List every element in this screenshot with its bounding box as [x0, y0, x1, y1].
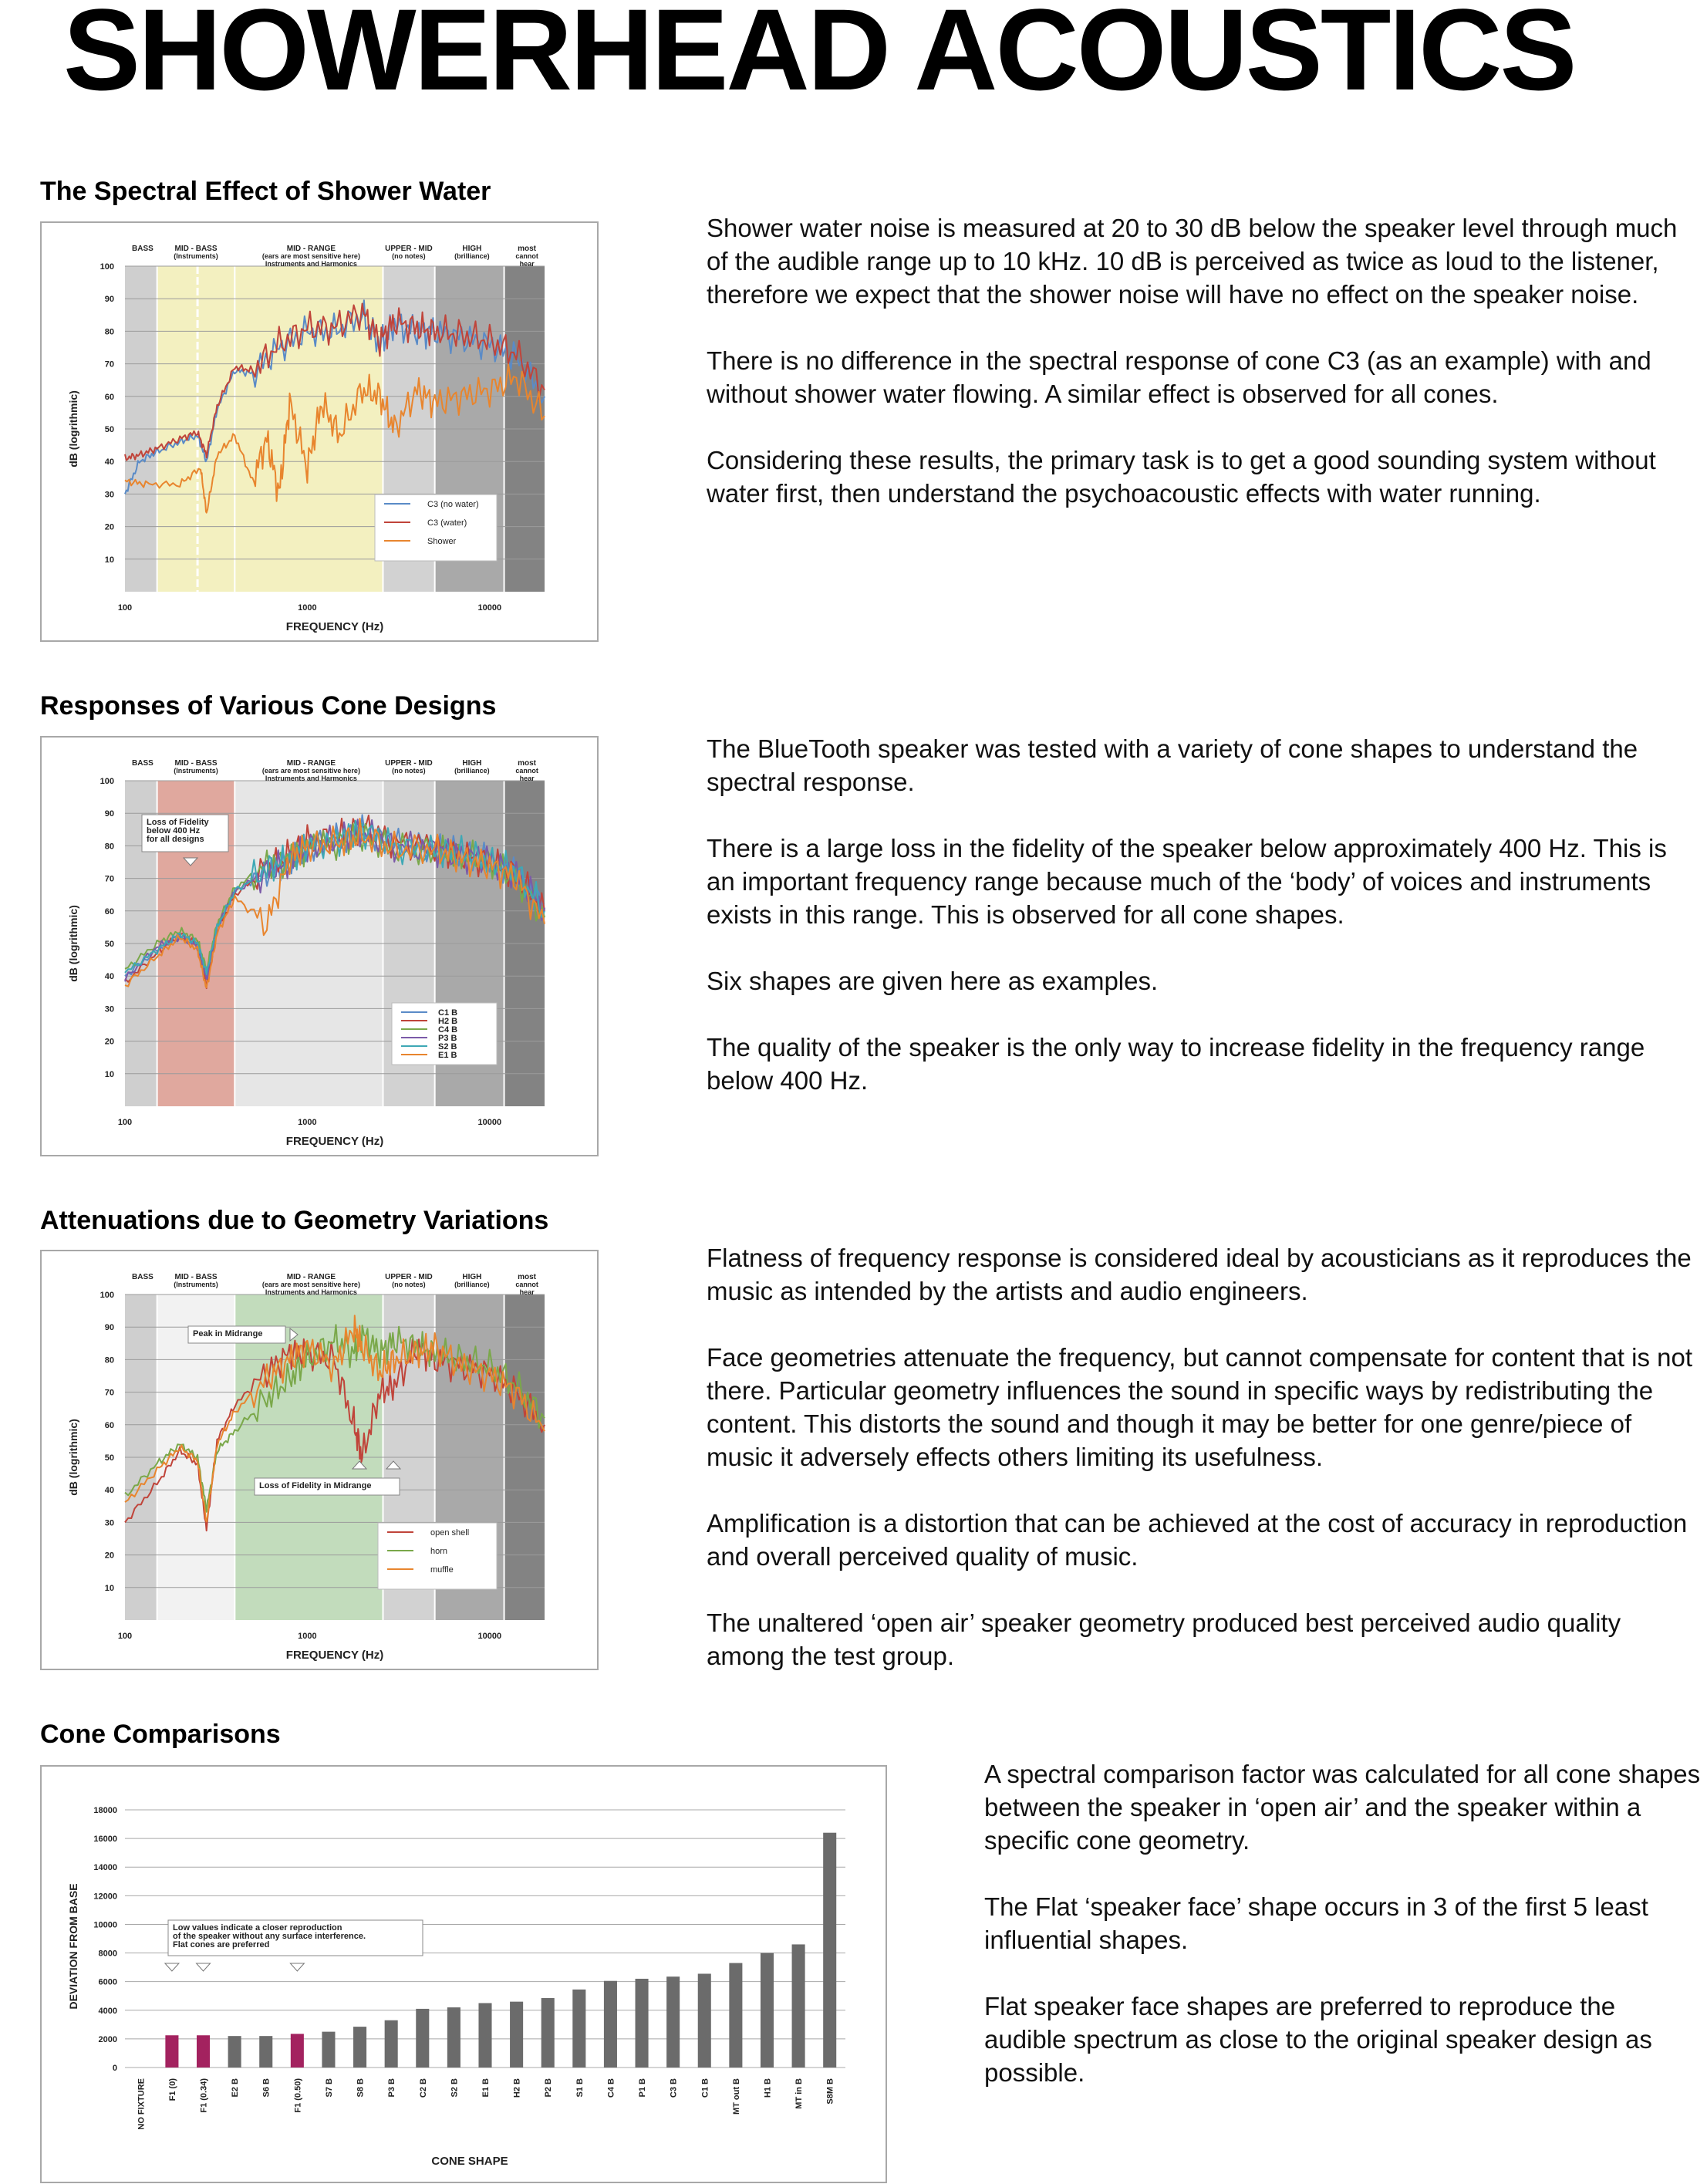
legend-entry: P3 B	[438, 1034, 457, 1043]
band-label: MID - RANGE	[286, 759, 336, 768]
y-tick-label: 100	[100, 262, 114, 272]
legend-entry: open shell	[430, 1528, 470, 1538]
x-tick-label: P1 B	[638, 2078, 648, 2098]
description-geometry	[707, 1241, 1702, 1673]
y-tick-label: 100	[100, 777, 114, 786]
x-tick-label: E1 B	[481, 2078, 491, 2098]
band-sublabel: hear	[519, 1288, 535, 1296]
legend-entry: E1 B	[438, 1051, 457, 1060]
y-tick-label: 60	[104, 1420, 114, 1430]
legend-entry: H2 B	[438, 1017, 458, 1026]
x-tick-label: 1000	[298, 603, 317, 613]
y-axis-label: dB (logrithmic)	[67, 1419, 79, 1496]
y-tick-label: 20	[104, 1551, 114, 1561]
line-chart-geometry	[42, 1251, 597, 1669]
bar-chart-cone-comparisons	[42, 1767, 886, 2182]
bar	[322, 2032, 335, 2068]
band-label: BASS	[132, 1273, 153, 1281]
x-tick-label: 1000	[298, 1632, 317, 1641]
x-axis-label: FREQUENCY (Hz)	[285, 1649, 384, 1662]
band-label: MID - RANGE	[286, 1273, 336, 1281]
x-tick-label: 100	[117, 1632, 133, 1641]
paragraph: Considering these results, the primary task is to get a good sounding system without water first, then understand the psychoacoustic effects with water running.	[707, 446, 1656, 508]
callout-marker	[290, 1963, 304, 1971]
bar	[510, 2002, 523, 2068]
bar	[729, 1963, 742, 2068]
y-tick-label: 40	[104, 972, 114, 982]
x-tick-label: MT out B	[731, 2078, 741, 2115]
x-tick-label: 10000	[477, 1632, 502, 1641]
bar	[823, 1833, 836, 2068]
bar	[636, 1979, 649, 2068]
description-cone-designs	[707, 732, 1702, 1097]
y-tick-label: 70	[104, 874, 114, 884]
legend-entry: S2 B	[438, 1042, 457, 1051]
band-sublabel: cannot	[515, 1281, 538, 1288]
y-tick-label: 60	[104, 392, 114, 402]
section-title-cone-designs: Responses of Various Cone Designs	[40, 691, 497, 721]
band-label: MID - BASS	[174, 759, 218, 768]
band-label: most	[518, 759, 537, 768]
paragraph: Shower water noise is measured at 20 to 30 dB below the speaker level through much of the audible range up to 10 kHz. 10 dB is perceived as twice as loud to the listener, therefore we expect that the shower noise will have no effect on the speaker noise.	[707, 214, 1678, 309]
y-tick-label: 40	[104, 1486, 114, 1496]
x-tick-label: 10000	[477, 603, 502, 613]
bar	[666, 1976, 680, 2068]
y-tick-label: 8000	[98, 1949, 117, 1959]
band-sublabel: (brilliance)	[454, 252, 490, 260]
y-tick-label: 90	[104, 809, 114, 819]
band-sublabel: (ears are most sensitive here)	[261, 767, 360, 775]
band-label: UPPER - MID	[385, 759, 433, 768]
band-label: most	[518, 245, 537, 253]
y-tick-label: 10	[104, 555, 114, 565]
bar	[698, 1973, 711, 2068]
band-label: most	[518, 1273, 537, 1281]
band-sublabel: Instruments and Harmonics	[265, 1288, 357, 1296]
paragraph: Amplification is a distortion that can be achieved at the cost of accuracy in reproduction and overall perceived quality of music.	[707, 1509, 1688, 1571]
band-sublabel: (Instruments)	[174, 767, 218, 775]
annotation-low-values-text: Flat cones are preferred	[173, 1940, 270, 1949]
y-tick-label: 4000	[98, 2006, 117, 2016]
legend-entry: C4 B	[438, 1025, 458, 1035]
bar	[761, 1953, 774, 2068]
x-axis-label: FREQUENCY (Hz)	[285, 1135, 384, 1148]
x-tick-label: C2 B	[418, 2078, 428, 2098]
annotation-fidelity-text: for all designs	[147, 835, 204, 844]
y-tick-label: 60	[104, 906, 114, 916]
chart-panel-geometry	[40, 1250, 599, 1670]
y-tick-label: 100	[100, 1291, 114, 1300]
y-axis-label: DEVIATION FROM BASE	[67, 1883, 79, 2010]
x-tick-label: P3 B	[387, 2078, 397, 2098]
band-label: BASS	[132, 245, 153, 253]
x-tick-label: S7 B	[324, 2078, 334, 2098]
x-tick-label: S6 B	[261, 2078, 272, 2098]
y-tick-label: 80	[104, 1355, 114, 1365]
x-tick-label: C3 B	[669, 2078, 679, 2098]
section-title-geometry: Attenuations due to Geometry Variations	[40, 1206, 549, 1235]
x-tick-label: C1 B	[700, 2078, 710, 2098]
band-sublabel: Instruments and Harmonics	[265, 775, 357, 782]
x-tick-label: 1000	[298, 1118, 317, 1127]
band-sublabel: (brilliance)	[454, 1281, 490, 1288]
band-label: MID - BASS	[174, 245, 218, 253]
y-tick-label: 90	[104, 1323, 114, 1333]
band-sublabel: (no notes)	[392, 252, 426, 260]
bar	[259, 2036, 272, 2068]
legend-entry: Shower	[427, 537, 457, 546]
paragraph: Face geometries attenuate the frequency, but cannot compensate for content that is not there. Particular geometry influences the sound in specific ways by redistributing the content. This distorts the sound and though it may be better for one genre/piece of music it adversely effects others limiting its usefulness.	[707, 1343, 1693, 1471]
x-tick-label: P2 B	[544, 2078, 554, 2098]
chart-panel-cone-comparisons	[40, 1765, 887, 2183]
y-tick-label: 18000	[93, 1806, 117, 1815]
paragraph: A spectral comparison factor was calculated for all cone shapes between the speaker in ‘open air’ and the speaker within a specific cone geometry.	[984, 1760, 1701, 1855]
x-axis-label: CONE SHAPE	[431, 2155, 508, 2168]
bar	[165, 2035, 178, 2068]
paragraph: There is a large loss in the fidelity of the speaker below approximately 400 Hz. This is an important frequency range because much of the ‘body’ of voices and instruments exists in this range. This is observed for all cone shapes.	[707, 834, 1667, 929]
x-tick-label: S1 B	[575, 2078, 585, 2098]
band-label: HIGH	[462, 245, 482, 253]
bar	[416, 2009, 429, 2068]
y-tick-label: 80	[104, 327, 114, 337]
band-sublabel: Instruments and Harmonics	[265, 260, 357, 268]
description-cone-comparisons	[984, 1757, 1702, 2089]
x-tick-label: S8M B	[825, 2078, 835, 2105]
y-tick-label: 0	[112, 2064, 117, 2073]
line-chart-cone-designs	[42, 738, 597, 1155]
y-axis-label: dB (logrithmic)	[67, 905, 79, 982]
annotation-low-values-text: Low values indicate a closer reproduction	[173, 1923, 342, 1933]
paragraph: Flatness of frequency response is considered ideal by acousticians as it reproduces the music as intended by the artists and audio engineers.	[707, 1244, 1692, 1305]
y-tick-label: 80	[104, 842, 114, 852]
bar	[792, 1944, 805, 2068]
bar	[478, 2003, 491, 2068]
bar	[385, 2020, 398, 2068]
y-tick-label: 70	[104, 359, 114, 370]
x-tick-label: NO FIXTURE	[137, 2078, 147, 2130]
x-tick-label: 100	[117, 603, 133, 613]
page-title: SHOWERHEAD ACOUSTICS	[63, 0, 1575, 114]
y-tick-label: 70	[104, 1388, 114, 1398]
x-tick-label: E2 B	[231, 2078, 241, 2098]
y-tick-label: 16000	[93, 1835, 117, 1845]
band-sublabel: cannot	[515, 252, 538, 260]
annotation-loss-text: Loss of Fidelity in Midrange	[259, 1481, 372, 1490]
x-tick-label: F1 (0.34)	[199, 2078, 209, 2113]
bar	[572, 1990, 585, 2068]
band-sublabel: cannot	[515, 767, 538, 775]
legend-entry: C3 (water)	[427, 518, 467, 528]
chart-panel-shower-water	[40, 221, 599, 642]
band-sublabel: (no notes)	[392, 1281, 426, 1288]
annotation-fidelity-text: Loss of Fidelity	[147, 818, 209, 827]
band-sublabel: (ears are most sensitive here)	[261, 1281, 360, 1288]
paragraph: The unaltered ‘open air’ speaker geometry produced best perceived audio quality among the test group.	[707, 1608, 1621, 1670]
x-tick-label: F1 (0.50)	[293, 2078, 303, 2113]
y-tick-label: 30	[104, 1004, 114, 1014]
legend-entry: muffle	[430, 1565, 454, 1575]
x-tick-label: MT in B	[794, 2078, 805, 2109]
paragraph: The BlueTooth speaker was tested with a variety of cone shapes to understand the spectral response.	[707, 734, 1638, 796]
y-tick-label: 90	[104, 295, 114, 305]
x-tick-label: F1 (0)	[167, 2078, 177, 2101]
band-sublabel: (brilliance)	[454, 767, 490, 775]
x-tick-label: S8 B	[356, 2078, 366, 2098]
line-chart-shower-water	[42, 223, 597, 640]
band-sublabel: (no notes)	[392, 767, 426, 775]
y-tick-label: 30	[104, 490, 114, 500]
band-label: MID - RANGE	[286, 245, 336, 253]
callout-marker	[165, 1963, 179, 1971]
annotation-peak-text: Peak in Midrange	[193, 1329, 263, 1338]
annotation-fidelity-text: below 400 Hz	[147, 826, 201, 835]
y-tick-label: 12000	[93, 1892, 117, 1902]
band-label: HIGH	[462, 1273, 482, 1281]
legend-entry: horn	[430, 1547, 448, 1556]
x-tick-label: H1 B	[763, 2078, 773, 2098]
band-sublabel: (Instruments)	[174, 1281, 218, 1288]
x-tick-label: 100	[117, 1118, 133, 1127]
y-tick-label: 30	[104, 1518, 114, 1528]
y-tick-label: 50	[104, 1453, 114, 1463]
legend-entry: C1 B	[438, 1008, 458, 1018]
x-tick-label: S2 B	[450, 2078, 460, 2098]
x-tick-label: C4 B	[606, 2078, 616, 2098]
bar	[604, 1981, 617, 2068]
band-label: BASS	[132, 759, 153, 768]
annotation-low-values-text: of the speaker without any surface interference.	[173, 1932, 366, 1941]
band-label: MID - BASS	[174, 1273, 218, 1281]
band-label: HIGH	[462, 759, 482, 768]
y-tick-label: 40	[104, 457, 114, 468]
y-tick-label: 50	[104, 940, 114, 949]
y-tick-label: 6000	[98, 1977, 117, 1987]
section-title-cone-comparisons: Cone Comparisons	[40, 1720, 281, 1749]
y-tick-label: 14000	[93, 1863, 117, 1873]
y-tick-label: 10000	[93, 1920, 117, 1930]
legend-entry: C3 (no water)	[427, 500, 479, 509]
bar	[197, 2035, 210, 2068]
paragraph: Six shapes are given here as examples.	[707, 967, 1159, 995]
paragraph: Flat speaker face shapes are preferred to reproduce the audible spectrum as close to the original speaker design as possible.	[984, 1992, 1652, 2087]
band-label: UPPER - MID	[385, 1273, 433, 1281]
y-axis-label: dB (logrithmic)	[67, 390, 79, 468]
bar	[447, 2007, 460, 2068]
x-tick-label: H2 B	[512, 2078, 522, 2098]
description-shower-water	[707, 211, 1702, 510]
bar	[541, 1998, 555, 2068]
band-label: UPPER - MID	[385, 245, 433, 253]
band-sublabel: (Instruments)	[174, 252, 218, 260]
section-title-shower-water: The Spectral Effect of Shower Water	[40, 177, 491, 206]
y-tick-label: 50	[104, 425, 114, 434]
chart-panel-cone-designs	[40, 736, 599, 1156]
paragraph: There is no difference in the spectral response of cone C3 (as an example) with and without shower water flowing. A similar effect is observed for all cones.	[707, 346, 1651, 408]
band-sublabel: hear	[519, 260, 535, 268]
x-axis-label: FREQUENCY (Hz)	[285, 620, 384, 633]
y-tick-label: 2000	[98, 2034, 117, 2044]
band-sublabel: hear	[519, 775, 535, 782]
y-tick-label: 20	[104, 1037, 114, 1047]
callout-marker	[197, 1963, 211, 1971]
y-tick-label: 10	[104, 1583, 114, 1593]
band-sublabel: (ears are most sensitive here)	[261, 252, 360, 260]
paragraph: The Flat ‘speaker face’ shape occurs in 3 of the first 5 least influential shapes.	[984, 1892, 1648, 1954]
bar	[291, 2034, 304, 2068]
y-tick-label: 20	[104, 522, 114, 532]
paragraph: The quality of the speaker is the only way to increase fidelity in the frequency range below 400 Hz.	[707, 1033, 1645, 1095]
bar	[228, 2036, 241, 2068]
x-tick-label: 10000	[477, 1118, 502, 1127]
bar	[353, 2027, 366, 2068]
y-tick-label: 10	[104, 1069, 114, 1079]
